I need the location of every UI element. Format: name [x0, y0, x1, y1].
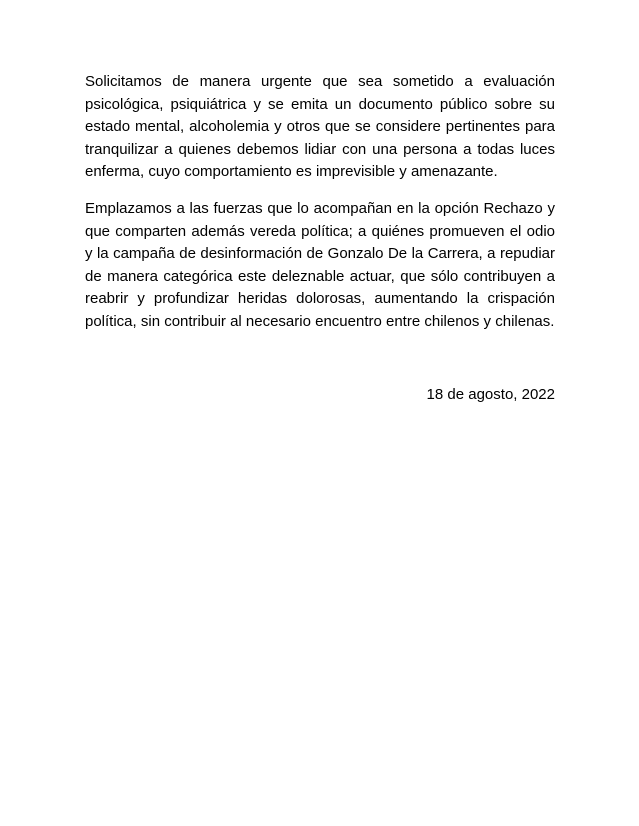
paragraph-call-to-repudiate: Emplazamos a las fuerzas que lo acompañan en la opción Rechazo y que comparten además vereda política; a quiénes promueven el odio y la campaña de desinformación de Gonzalo De la Carrera, a repudiar de manera categórica este deleznable actuar, que sólo contribuyen a reabrir y profundizar heridas dolorosas, aumentando la crispación política, sin contribuir al necesario encuentro entre chilenos y chilenas. [85, 200, 555, 330]
paragraph-evaluation-request: Solicitamos de manera urgente que sea sometido a evaluación psicológica, psiquiátrica y se emita un documento público sobre su estado mental, alcoholemia y otros que se considere pertinentes para tranquilizar a quienes debemos lidiar con una persona a todas luces enferma, cuyo comportamiento es imprevisible y amenazante. [85, 73, 555, 180]
document-date: 18 de agosto, 2022 [426, 386, 555, 403]
